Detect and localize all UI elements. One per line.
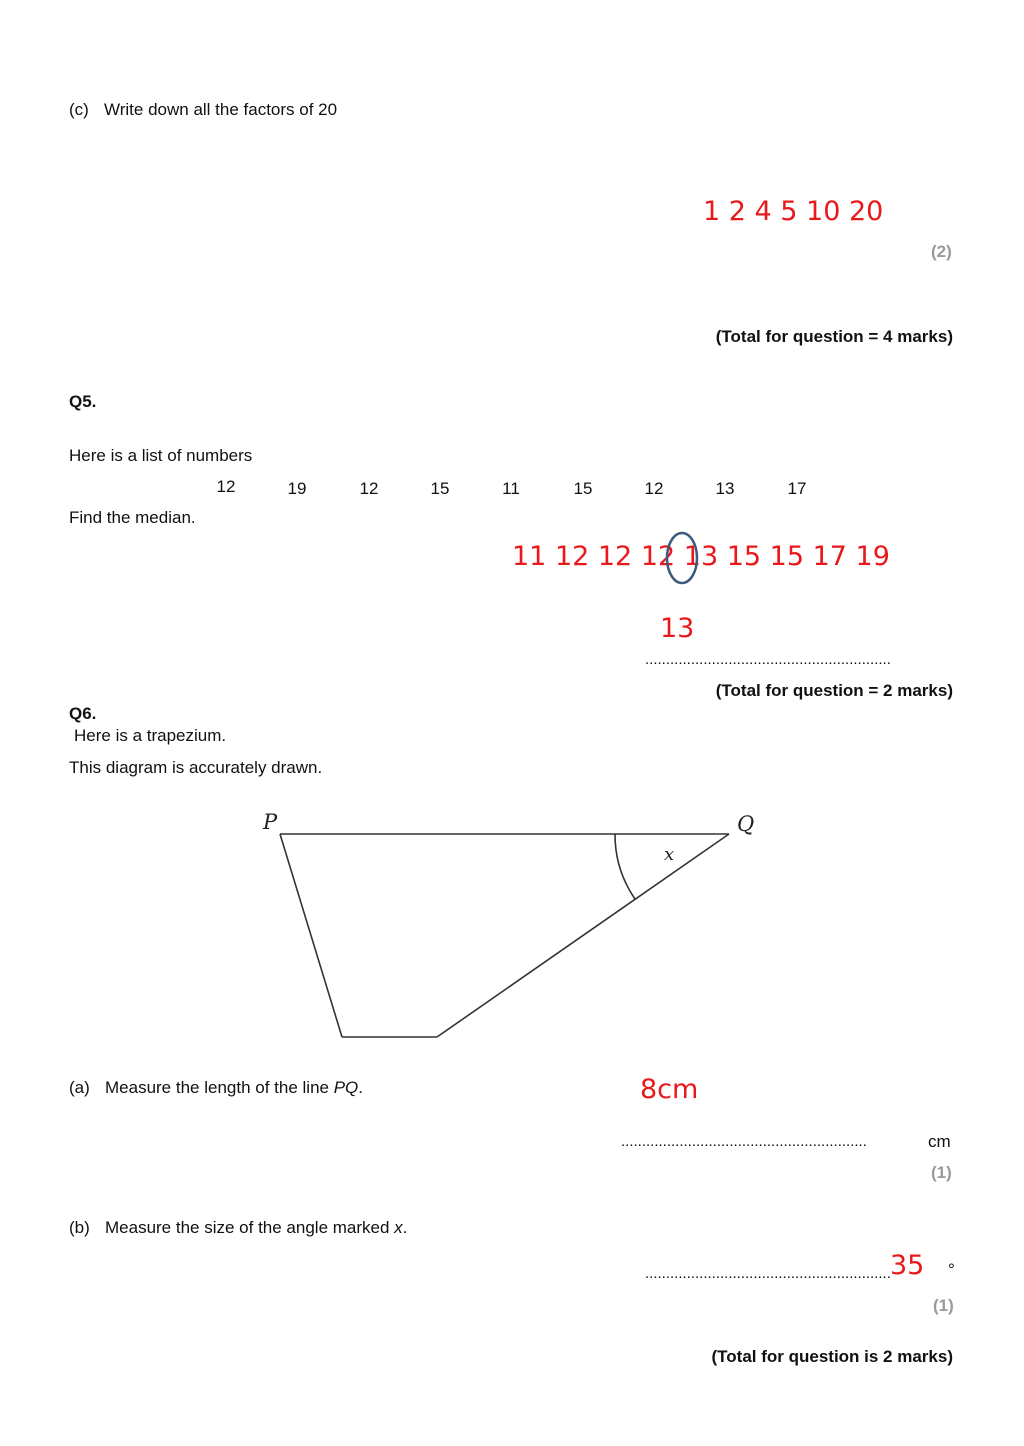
q4c-handwritten-answer: 1 2 4 5 10 20 — [703, 196, 884, 227]
q6-note: This diagram is accurately drawn. — [69, 758, 323, 777]
list-number: 12 — [644, 479, 664, 498]
q4-total-marks: (Total for question = 4 marks) — [715, 327, 953, 346]
list-number: 15 — [430, 479, 450, 498]
trapezium-diagram — [250, 805, 770, 1055]
sorted-after: 15 15 17 19 — [726, 541, 890, 572]
q6a-marks: (1) — [931, 1163, 952, 1182]
q6b-question-text — [105, 1219, 407, 1236]
q4c-marks: (2) — [931, 242, 952, 261]
list-number: 11 — [502, 479, 520, 498]
q6b-handwritten-answer: 35 — [890, 1250, 925, 1281]
q6a-label: (a) — [69, 1078, 90, 1097]
label-x: x — [664, 844, 675, 865]
q6a-handwritten-answer: 8cm — [640, 1074, 699, 1105]
sorted-before: 11 12 12 12 — [512, 541, 676, 572]
q6a-text-before: Measure the length of the line — [105, 1078, 334, 1097]
q6-intro: Here is a trapezium. — [74, 726, 227, 745]
label-q: Q — [737, 812, 755, 836]
q6-title: Q6. — [69, 704, 97, 723]
q6a-text-after: . — [358, 1078, 363, 1097]
q6a-unit: cm — [928, 1132, 951, 1151]
q5-total-marks: (Total for question = 2 marks) — [715, 681, 953, 700]
q5-intro: Here is a list of numbers — [69, 446, 253, 465]
q5-handwritten-answer: 13 — [660, 613, 695, 644]
q5-answer-line: ........................................................... — [645, 651, 891, 668]
q6a-question-text — [105, 1079, 363, 1096]
q6b-answer-line: ........................................................... — [645, 1265, 891, 1282]
q6a-answer-line: ........................................................... — [621, 1133, 867, 1150]
list-number: 13 — [715, 479, 735, 498]
q5-instruction: Find the median. — [69, 508, 196, 527]
q6b-marks: (1) — [933, 1296, 954, 1315]
list-number: 15 — [573, 479, 593, 498]
q6b-label: (b) — [69, 1218, 90, 1237]
angle-x-arc — [615, 834, 635, 899]
list-number: 19 — [287, 479, 307, 498]
median-circle-annotation — [662, 530, 702, 586]
label-p: P — [263, 810, 278, 834]
q4c-label: (c) — [69, 100, 89, 119]
list-number: 12 — [359, 479, 379, 498]
side-p-bottom — [280, 834, 342, 1037]
q6b-text-italic: x — [394, 1218, 403, 1237]
q6b-text-after: . — [402, 1218, 408, 1237]
q5-title: Q5. — [69, 392, 97, 411]
list-number: 17 — [787, 479, 807, 498]
sorted-median-value: 13 — [683, 541, 719, 572]
q6b-text-before: Measure the size of the angle marked — [105, 1218, 395, 1237]
q4c-question-text: Write down all the factors of 20 — [104, 100, 338, 119]
q6b-degree-unit: ° — [948, 1260, 955, 1279]
q6-total-marks: (Total for question is 2 marks) — [711, 1347, 953, 1366]
list-number: 12 — [216, 477, 236, 496]
side-q-bottom — [437, 834, 729, 1037]
q6a-text-italic: PQ — [333, 1078, 359, 1097]
